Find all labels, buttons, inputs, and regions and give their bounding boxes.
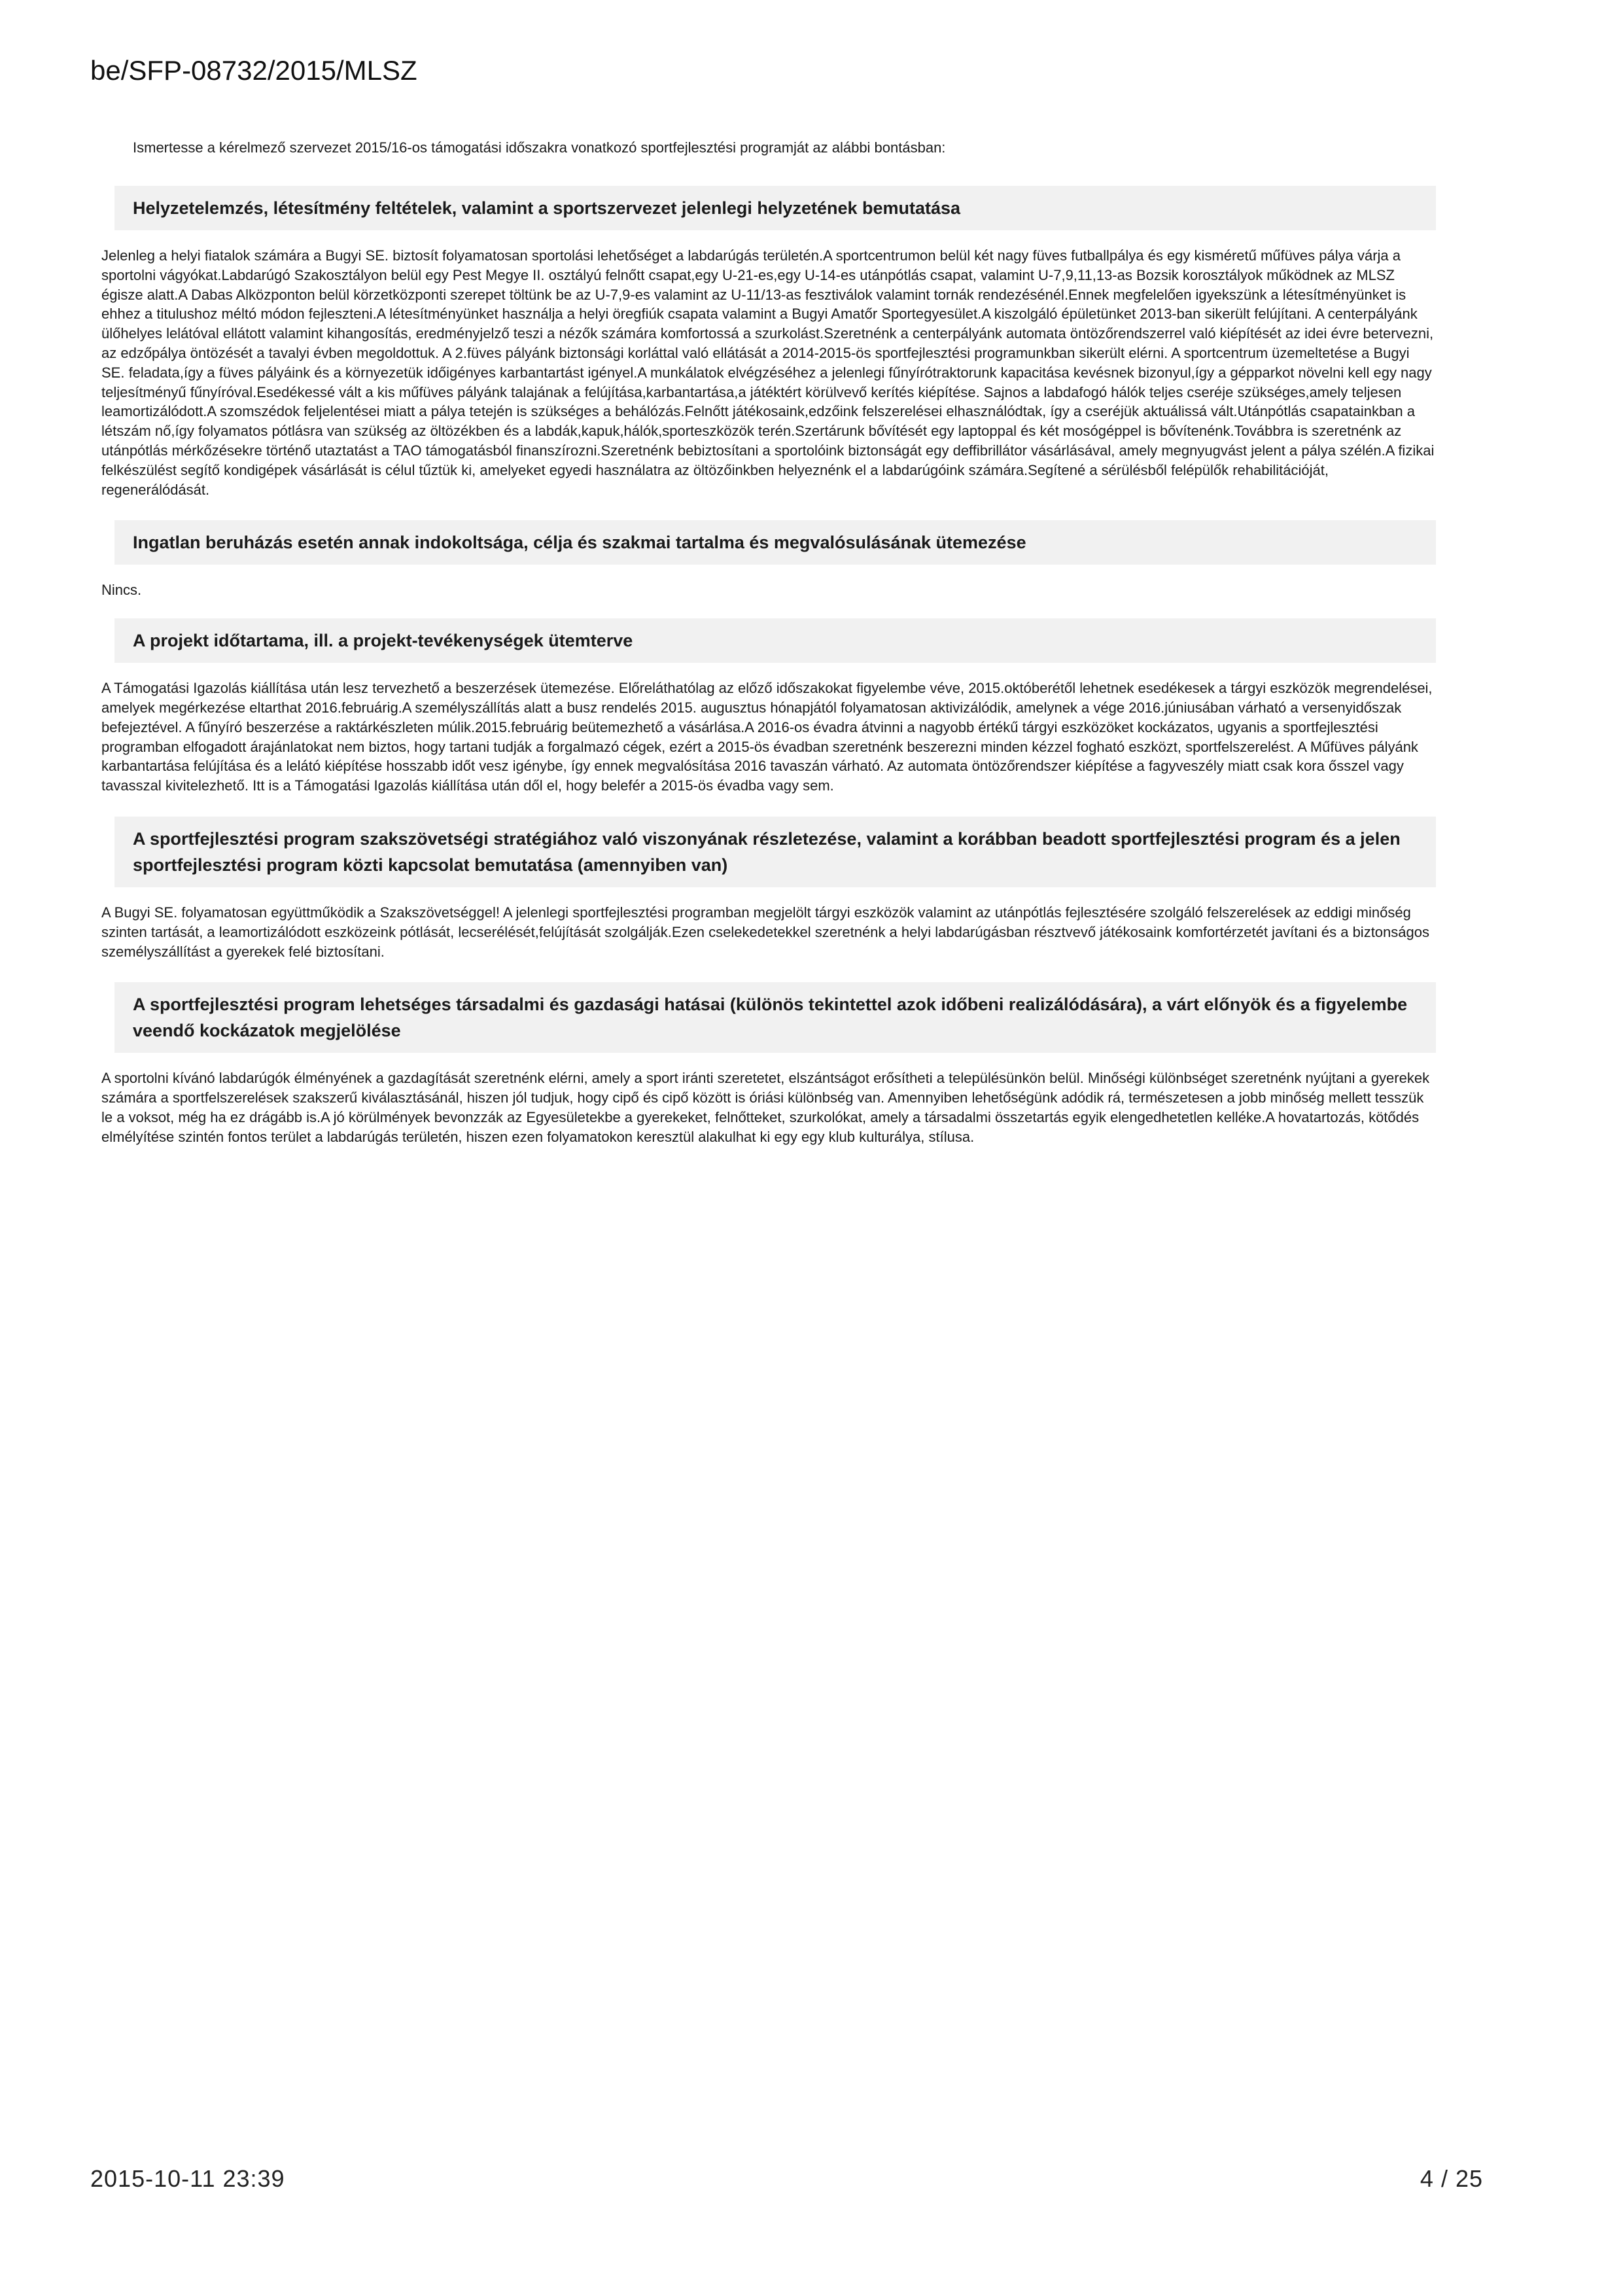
section-body-situation: Jelenleg a helyi fiatalok számára a Bugyi SE. biztosít folyamatosan sportolási lehetőséget a labdarúgás területén.A sportcentrumon belül két nagy füves futballpálya és egy kisméretű műfüves pálya várja a sportolni vágyókat.Labdarúgó Szakosztályon belül egy Pest Megye II. osztályú felnőtt csapat,egy U-21-es,egy U-14-es utánpótlás csapat, valamint U-7,9,11,13-as Bozsik korosztályok működnek az MLSZ égisze alatt.A Dabas Alközponton belül körzetközponti szerepet töltünk be az U-7,9-es valamint az U-11/13-as fesztiválok valamint tornák rendezésénél.Ennek megfelelően igyekszünk a létesítményünket is ehhez a titulushoz méltó módon fejleszteni.A létesítményünket használja a helyi öregfiúk csapata valamint a Bugyi Amatőr Sportegyesület.A kiszolgáló épületünket 2013-ban sikerült felújítani. A centerpályánk ülőhelyes lelátóval ellátott valamint kihangosítás, eredményjelző teszi a nézők számára komfortossá a szurkolást.Szeretnénk a centerpályánk automata öntözőrendszerrel való kiépítését az idei évre betervezni, az edzőpálya öntözését a tavalyi évben megoldottuk. A 2.füves pályánk biztonsági korláttal való ellátását a 2014-2015-ös sportfejlesztési programunkban sikerült elérni. A sportcentrum üzemeltetése a Bugyi SE. feladata,így a füves pályáink és a környezetük időigényes karbantartást igényel.A munkálatok elvégzéséhez a jelenlegi fűnyírótraktorunk kapacitása kevésnek bizonyul,így a gépparkot növelni kell egy nagy teljesítményű fűnyíróval.Esedékessé vált a kis műfüves pályánk talajának a felújítása,karbantartása,a játéktért körülvevő kerítés kiépítése. Sajnos a labdafogó hálók teljes cseréje szükséges,amely teljesen leamortizálódott.A szomszédok feljelentései miatt a pálya tetején is szükséges a behálózás.Felnőtt játékosaink,edzőink felszerelései elhasználódtak, így a cseréjük aktuálissá vált.Utánpótlás csapatainkban a létszám nő,így folyamatos pótlásra van szükség az öltözékben és a labdák,kapuk,hálók,sporteszközök terén.Szertárunk bővítését egy laptoppal és két mosógéppel is bővítenénk.Továbbra is szeretnénk az utánpótlás mérkőzésekre történő utaztatást a TAO támogatásból finanszírozni.Szeretnénk bebiztosítani a sportolóink biztonságát egy deffibrillátor vásárlásával, amely megnyugvást jelent a pálya szélén.A fizikai felkészülést segítő kondigépek vásárlását is célul tűztük ki, amelyeket egyedi használatra az öltözőinkben helyeznénk el a labdarúgóink számára.Segítené a sérülésből felépülők rehabilitációját, regenerálódását. — [101, 247, 1435, 498]
document-content — [101, 137, 1436, 1168]
section-heading-situation: Helyzetelemzés, létesítmény feltételek, valamint a sportszervezet jelenlegi helyzetének bemutatása — [114, 186, 1436, 230]
section-body-impacts: A sportolni kívánó labdarúgók élményének a gazdagítását szeretnénk elérni, amely a sport iránti szeretetet, elszántságot erősítheti a településünkön belül. Minőségi különbséget szeretnénk nyújtani a gyerekek számára a sportfelszerelések szakszerű kiválasztásánál, hiszen jól tudjuk, hogy cipő és cipő között is óriási különbség van. Amennyiben lehetőségünk adódik rá, természetesen a jobb minőség mellett tesszük le a voksot, még ha ez drágább is.A jó körülmények bevonzzák az Egyesületekbe a gyerekeket, felnőtteket, szurkolókat, amely a társadalmi összetartás egyik elengedhetetlen kelléke.A hovatartozás, kötődés elmélyítése szintén fontos terület a labdarúgás területén, hiszen ezen folyamatokon keresztül alakulhat ki egy egy klub kulturálya, stílusa. — [101, 1070, 1430, 1145]
section-heading-impacts: A sportfejlesztési program lehetséges társadalmi és gazdasági hatásai (különös tekintettel azok időbeni realizálódására), a várt előnyök és a figyelembe veendő kockázatok megjelölése — [114, 982, 1436, 1053]
section-body-schedule: A Támogatási Igazolás kiállítása után lesz tervezhető a beszerzések ütemezése. Előreláthatólag az előző időszakokat figyelembe véve, 2015.októberétől lehetnek esedékesek a tárgyi eszközök megrendelései, amelyek megérkezése eltarthat 2016.februárig.A személyszállítás alatt a busz rendelés 2015. augusztus hónapjától folyamatosan aktivizálódik, amelynek a vége 2016.júniusában várható a versenyidőszak befejeztével. A fűnyíró beszerzése a raktárkészleten múlik.2015.februárig beütemezhető a vásárlása.A 2016-os évadra átvinni a nagyobb értékű tárgyi eszközöket kockázatos, ugyanis a sportfejlesztési programban elfogadott árajánlatokat nem biztos, hogy tartani tudják a forgalmazó cégek, ezért a 2015-ös évadban szeretnénk beszerezni minden kézzel fogható eszközt, sportfelszerelést. A Műfüves pályánk karbantartása felújítása és a lelátó kiépítése hosszabb időt vesz igénybe, így ennek megvalósítása 2016 tavaszán várható. Az automata öntözőrendszer kiépítése a fagyveszély miatt csak kora ősszel vagy tavasszal kivitelezhető. Itt is a Támogatási Igazolás kiállítása után dől el, hogy belefér a 2015-ös évadba vagy sem. — [101, 680, 1433, 794]
section-body-strategy: A Bugyi SE. folyamatosan együttműködik a Szakszövetséggel! A jelenlegi sportfejlesztési programban megjelölt tárgyi eszközök valamint az utánpótlás fejlesztésére szolgáló felszerelések az eddigi minőség szinten tartását, a leamortizálódott eszközeink pótlását, lecserélését,felújítását szolgálják.Ezen cselekedetekkel szeretnénk a helyi labdarúgásban résztvevő játékosaink komfortérzetét javítani és a biztonságos személyszállítást a gyerekek felé biztosítani. — [101, 904, 1429, 960]
section-heading-real-estate: Ingatlan beruházás esetén annak indokoltsága, célja és szakmai tartalma és megvalósulásának ütemezése — [114, 520, 1436, 565]
document-id: be/SFP-08732/2015/MLSZ — [90, 55, 417, 86]
intro-text: Ismertesse a kérelmező szervezet 2015/16-os támogatási időszakra vonatkozó sportfejlesztési programját az alábbi bontásban: — [133, 139, 946, 156]
footer-page-number: 4 / 25 — [1420, 2165, 1483, 2192]
section-heading-schedule: A projekt időtartama, ill. a projekt-tevékenységek ütemterve — [114, 618, 1436, 663]
footer-timestamp: 2015-10-11 23:39 — [90, 2165, 285, 2192]
section-heading-strategy: A sportfejlesztési program szakszövetségi stratégiához való viszonyának részletezése, valamint a korábban beadott sportfejlesztési program és a jelen sportfejlesztési program közti kapcsolat bemutatása (amennyiben van) — [114, 817, 1436, 887]
section-body-real-estate: Nincs. — [101, 582, 142, 599]
